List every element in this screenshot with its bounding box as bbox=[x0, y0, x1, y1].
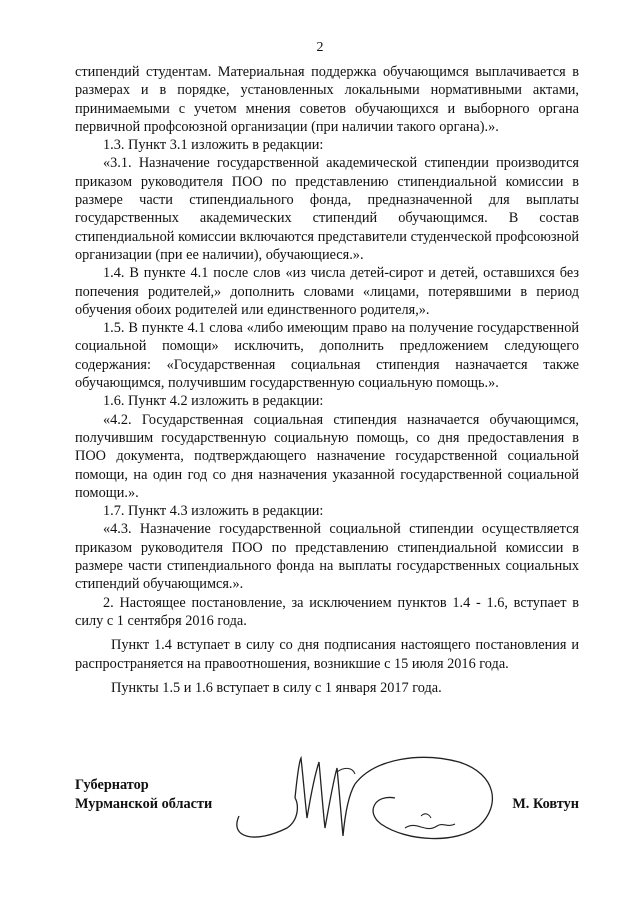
signer-title-line-2: Мурманской области bbox=[75, 796, 213, 812]
paragraph-item-1-4: 1.4. В пункте 4.1 после слов «из числа детей-сирот и детей, оставшихся без попечения родителей,» дополнить словами «лицами, потерявшими в период обучения обоих родителей или единственного родителя,». bbox=[75, 265, 579, 318]
handwritten-signature bbox=[225, 754, 505, 854]
signature-block bbox=[75, 768, 579, 858]
signer-title bbox=[75, 776, 212, 814]
paragraph-items-1-5-1-6-effective: Пункты 1.5 и 1.6 вступает в силу с 1 января 2017 года. bbox=[111, 679, 442, 696]
paragraph-item-1-4-effective: Пункт 1.4 вступает в силу со дня подписания настоящего постановления и распространяется на правоотношения, возникшие с 15 июля 2016 года. bbox=[75, 637, 579, 672]
signer-name: М. Ковтун bbox=[512, 796, 579, 812]
paragraph-item-1-6: 1.6. Пункт 4.2 изложить в редакции: bbox=[103, 393, 324, 410]
signer-title-line-1: Губернатор bbox=[75, 777, 149, 793]
paragraph-item-1-7: 1.7. Пункт 4.3 изложить в редакции: bbox=[103, 503, 324, 520]
paragraph-item-2: 2. Настоящее постановление, за исключением пунктов 1.4 - 1.6, вступает в силу с 1 сентября 2016 года. bbox=[75, 594, 579, 629]
page-number: 2 bbox=[316, 40, 324, 55]
paragraph-clause-4-2: «4.2. Государственная социальная стипендия назначается обучающимся, получившим государственную социальную помощь, со дня предоставления в ПОО документа, подтверждающего назначение государственной социальной помощи, на один год со дня назначения указанной государственной социальной помощи.». bbox=[75, 411, 579, 501]
paragraph-item-1-3: 1.3. Пункт 3.1 изложить в редакции: bbox=[103, 137, 324, 154]
paragraph-continuation: стипендий студентам. Материальная поддержка обучающимся выплачивается в размерах и в порядке, установленных локальными нормативными актами, принимаемыми с учетом мнения советов обучающихся и выборного органа первичной профсоюзной организации (при наличии такого органа).». bbox=[75, 64, 579, 135]
paragraph-clause-3-1: «3.1. Назначение государственной академической стипендии производится приказом руководителя ПОО по представлению стипендиальной комиссии в размере части стипендиального фонда, предназначенной для выплаты государственных академических стипендий обучающимся. В состав стипендиальной комиссии включаются представители студенческой профсоюзной организации (при ее наличии), обучающиеся.». bbox=[75, 155, 579, 263]
paragraph-item-1-5: 1.5. В пункте 4.1 слова «либо имеющим право на получение государственной социальной помощи» исключить, дополнить предложением следующего содержания: «Государственная социальная стипендия назначается также обучающимся, получившим государственную социальную помощь.». bbox=[75, 320, 579, 392]
paragraph-clause-4-3: «4.3. Назначение государственной социальной стипендии осуществляется приказом руководителя ПОО по представлению стипендиальной комиссии в размере части стипендиального фонда на выплаты государственных социальных стипендий обучающимся.». bbox=[75, 521, 579, 593]
document-body bbox=[75, 63, 579, 697]
